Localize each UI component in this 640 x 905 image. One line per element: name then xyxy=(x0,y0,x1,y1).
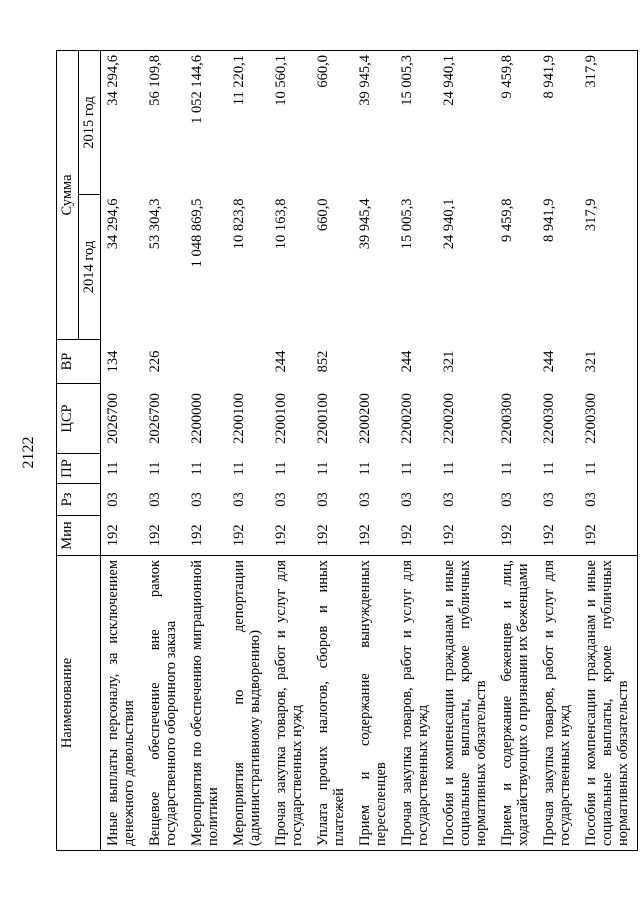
row-amount-2014: 9 459,8 xyxy=(499,198,515,242)
table-row xyxy=(269,51,311,851)
row-rz: 03 xyxy=(499,492,515,507)
page-number: 2122 xyxy=(20,436,37,469)
row-csr: 2200100 xyxy=(231,393,247,444)
header-2014: 2014 год xyxy=(79,195,101,340)
row-name: Вещевое обеспечение вне рамок государственного оборонного заказа xyxy=(143,556,185,851)
row-amount-2014: 8 941,9 xyxy=(541,198,557,242)
header-min: Мин xyxy=(57,516,101,556)
row-rz: 03 xyxy=(189,492,205,507)
table-row xyxy=(537,51,579,851)
table-row xyxy=(143,51,185,851)
table-body xyxy=(101,51,638,851)
row-rz: 03 xyxy=(541,492,557,507)
row-amount-2014: 10 823,8 xyxy=(231,198,247,250)
header-pr: ПР xyxy=(57,454,101,484)
row-amount-2015: 34 294,6 xyxy=(101,51,144,195)
table-header-row xyxy=(57,51,79,851)
row-vr: 226 xyxy=(147,350,163,373)
row-min: 192 xyxy=(399,524,415,547)
row-amount-2015: 15 005,3 xyxy=(395,51,437,195)
row-amount-2015: 56 109,8 xyxy=(143,51,185,195)
row-amount-2014: 660,0 xyxy=(315,198,331,232)
row-csr: 2200300 xyxy=(541,393,557,444)
table-row xyxy=(495,51,537,851)
table-row xyxy=(437,51,495,851)
table-row xyxy=(185,51,227,851)
row-pr: 11 xyxy=(579,454,638,484)
row-rz: 03 xyxy=(231,492,247,507)
header-sum: Сумма xyxy=(57,51,79,340)
table-row xyxy=(353,51,395,851)
row-min: 192 xyxy=(315,524,331,547)
table-row xyxy=(227,51,269,851)
table-row xyxy=(101,51,144,851)
row-amount-2014: 15 005,3 xyxy=(399,198,415,250)
header-rz: Рз xyxy=(57,484,101,516)
row-vr: 321 xyxy=(579,340,638,384)
row-name: Прием и содержание вынужденных переселенцев xyxy=(353,556,395,851)
row-min: 192 xyxy=(579,516,638,556)
row-csr: 2200200 xyxy=(357,393,373,444)
row-name: Пособия и компенсации гражданам и иные социальные выплаты, кроме публичных нормативных обязательств xyxy=(579,556,638,851)
row-pr: 11 xyxy=(357,461,373,476)
row-amount-2014: 39 945,4 xyxy=(357,198,373,250)
row-csr: 2200000 xyxy=(189,393,205,444)
row-vr xyxy=(185,340,227,384)
row-csr: 2200200 xyxy=(441,393,457,444)
row-pr: 11 xyxy=(105,461,121,476)
row-rz: 03 xyxy=(441,492,457,507)
row-csr: 2200100 xyxy=(273,393,289,444)
row-rz: 03 xyxy=(579,484,638,516)
row-min: 192 xyxy=(541,524,557,547)
row-rz: 03 xyxy=(273,492,289,507)
row-amount-2014: 34 294,6 xyxy=(105,198,121,250)
row-amount-2015: 39 945,4 xyxy=(353,51,395,195)
row-min: 192 xyxy=(189,524,205,547)
row-vr xyxy=(353,340,395,384)
row-name: Уплата прочих налогов, сборов и иных платежей xyxy=(311,556,353,851)
table-row xyxy=(395,51,437,851)
row-vr: 244 xyxy=(541,350,557,373)
row-min: 192 xyxy=(273,524,289,547)
row-pr: 11 xyxy=(441,461,457,476)
row-amount-2015: 11 220,1 xyxy=(227,51,269,195)
row-amount-2015: 24 940,1 xyxy=(437,51,495,195)
row-pr: 11 xyxy=(315,461,331,476)
row-name: Мероприятия по депортации (административному выдворению) xyxy=(227,556,269,851)
row-csr: 2026700 xyxy=(105,393,121,444)
row-csr: 2200200 xyxy=(399,393,415,444)
row-name: Прием и содержание беженцев и лиц, ходатайствующих о признании их беженцами xyxy=(495,556,537,851)
row-name: Прочая закупка товаров, работ и услуг для государственных нужд xyxy=(395,556,437,851)
row-csr: 2200300 xyxy=(579,384,638,454)
row-name: Прочая закупка товаров, работ и услуг для государственных нужд xyxy=(269,556,311,851)
table-row xyxy=(579,51,638,851)
row-vr: 244 xyxy=(273,350,289,373)
row-name: Пособия и компенсации гражданам и иные социальные выплаты, кроме публичных нормативных обязательств xyxy=(437,556,495,851)
row-amount-2015: 317,9 xyxy=(579,51,638,195)
row-pr: 11 xyxy=(231,461,247,476)
row-vr: 134 xyxy=(105,350,121,373)
row-amount-2015: 9 459,8 xyxy=(495,51,537,195)
row-amount-2014: 24 940,1 xyxy=(441,198,457,250)
row-rz: 03 xyxy=(399,492,415,507)
header-name: Наименование xyxy=(57,556,101,851)
row-amount-2015: 660,0 xyxy=(311,51,353,195)
row-name: Прочая закупка товаров, работ и услуг для государственных нужд xyxy=(537,556,579,851)
row-amount-2014: 10 163,8 xyxy=(273,198,289,250)
budget-table xyxy=(56,50,638,851)
row-rz: 03 xyxy=(147,492,163,507)
row-pr: 11 xyxy=(541,461,557,476)
row-rz: 03 xyxy=(357,492,373,507)
row-min: 192 xyxy=(105,524,121,547)
row-min: 192 xyxy=(147,524,163,547)
row-vr: 321 xyxy=(441,350,457,373)
header-csr: ЦСР xyxy=(57,384,101,454)
row-pr: 11 xyxy=(147,461,163,476)
row-vr: 244 xyxy=(399,350,415,373)
row-min: 192 xyxy=(441,524,457,547)
row-pr: 11 xyxy=(399,461,415,476)
row-amount-2014: 53 304,3 xyxy=(147,198,163,250)
row-amount-2015: 10 560,1 xyxy=(269,51,311,195)
row-pr: 11 xyxy=(499,461,515,476)
row-csr: 2200100 xyxy=(315,393,331,444)
row-csr: 2026700 xyxy=(147,393,163,444)
row-rz: 03 xyxy=(315,492,331,507)
row-amount-2015: 1 052 144,6 xyxy=(185,51,227,195)
row-amount-2015: 8 941,9 xyxy=(537,51,579,195)
row-min: 192 xyxy=(499,524,515,547)
row-pr: 11 xyxy=(189,461,205,476)
row-vr: 852 xyxy=(315,350,331,373)
row-amount-2014: 1 048 869,5 xyxy=(189,198,205,268)
row-vr xyxy=(495,340,537,384)
row-pr: 11 xyxy=(273,461,289,476)
row-amount-2014: 317,9 xyxy=(579,195,638,340)
header-vr: ВР xyxy=(57,340,101,384)
row-min: 192 xyxy=(357,524,373,547)
row-min: 192 xyxy=(231,524,247,547)
row-rz: 03 xyxy=(105,492,121,507)
row-vr xyxy=(227,340,269,384)
row-csr: 2200300 xyxy=(499,393,515,444)
row-name: Мероприятия по обеспечению миграционной политики xyxy=(185,556,227,851)
table-row xyxy=(311,51,353,851)
header-2015: 2015 год xyxy=(79,51,101,195)
row-name: Иные выплаты персоналу, за исключением денежного довольствия xyxy=(101,556,144,851)
